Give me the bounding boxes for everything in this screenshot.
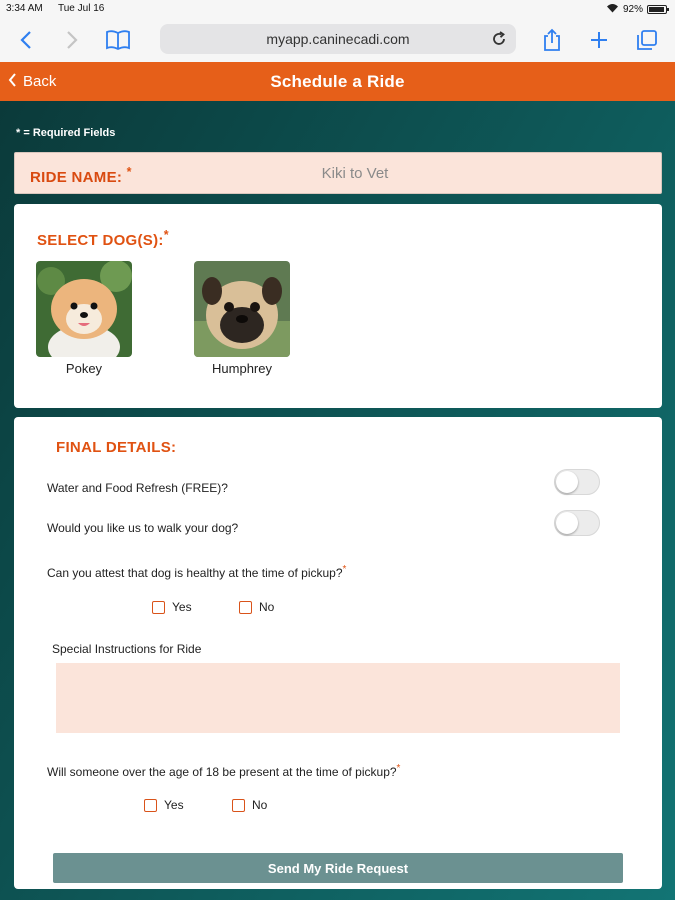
battery-icon [647, 5, 667, 14]
wifi-icon [606, 3, 619, 16]
browser-back-icon[interactable] [12, 26, 40, 54]
dog-photo-pokey [36, 261, 132, 357]
dog-name-humphrey: Humphrey [212, 361, 272, 376]
healthy-yes-label: Yes [172, 600, 192, 614]
healthy-yes-checkbox[interactable] [152, 600, 192, 614]
adult-no-checkbox[interactable] [232, 798, 267, 812]
dog-option-pokey[interactable] [34, 261, 134, 376]
address-bar[interactable] [160, 24, 516, 54]
toggle-knob [556, 471, 578, 493]
adult-yes-label: Yes [164, 798, 184, 812]
ride-name-card [14, 152, 662, 194]
required-mark: * [163, 228, 169, 242]
bookmarks-icon[interactable] [104, 26, 132, 54]
reload-icon[interactable] [490, 30, 508, 51]
status-date: Tue Jul 16 [58, 3, 105, 14]
status-time: 3:34 AM [6, 3, 43, 14]
water-food-toggle[interactable] [554, 469, 600, 495]
select-dogs-title [37, 228, 169, 249]
battery-percent: 92% [622, 4, 643, 15]
adult-present-question-text: Will someone over the age of 18 be present at the time of pickup? [47, 765, 397, 779]
required-fields-note: * = Required Fields [16, 127, 116, 139]
page-title: Schedule a Ride [270, 72, 405, 91]
battery-fill [649, 7, 664, 12]
dog-name-pokey: Pokey [65, 361, 103, 376]
adult-no-label: No [252, 798, 268, 812]
walk-dog-toggle[interactable] [554, 510, 600, 536]
status-right [606, 3, 667, 16]
ride-name-label [30, 165, 132, 186]
healthy-no-label: No [259, 600, 275, 614]
ride-name-label-text: RIDE NAME: [30, 169, 123, 186]
checkbox-box [144, 799, 157, 812]
final-details-card [14, 417, 662, 889]
water-food-label: Water and Food Refresh (FREE)? [47, 481, 228, 495]
share-icon[interactable] [538, 26, 566, 54]
send-ride-request-button[interactable]: Send My Ride Request [53, 853, 623, 883]
select-dogs-title-text: SELECT DOG(S): [37, 232, 164, 249]
special-instructions-input[interactable] [56, 663, 620, 733]
app-header [0, 62, 675, 101]
select-dogs-card [14, 204, 662, 408]
healthy-question [47, 564, 346, 580]
checkbox-box [239, 601, 252, 614]
tabs-icon[interactable] [633, 26, 661, 54]
adult-present-question [47, 763, 400, 779]
walk-dog-label: Would you like us to walk your dog? [47, 521, 239, 535]
address-text: myapp.caninecadi.com [266, 31, 410, 47]
required-mark: * [126, 165, 132, 179]
healthy-question-text: Can you attest that dog is healthy at the time of pickup? [47, 566, 343, 580]
final-details-title: FINAL DETAILS: [56, 439, 177, 456]
back-label: Back [23, 73, 57, 90]
main-content [0, 101, 675, 900]
new-tab-icon[interactable] [585, 26, 613, 54]
healthy-no-checkbox[interactable] [239, 600, 274, 614]
ride-name-input[interactable] [225, 159, 485, 187]
dog-option-humphrey[interactable] [192, 261, 292, 376]
dog-photo-humphrey [194, 261, 290, 357]
status-bar [0, 0, 675, 18]
browser-forward-icon[interactable] [58, 26, 86, 54]
checkbox-box [232, 799, 245, 812]
browser-toolbar [0, 18, 675, 62]
toggle-knob [556, 512, 578, 534]
required-mark: * [396, 763, 401, 774]
checkbox-box [152, 601, 165, 614]
adult-yes-checkbox[interactable] [144, 798, 184, 812]
required-mark: * [342, 564, 347, 575]
special-instructions-label: Special Instructions for Ride [52, 642, 202, 656]
